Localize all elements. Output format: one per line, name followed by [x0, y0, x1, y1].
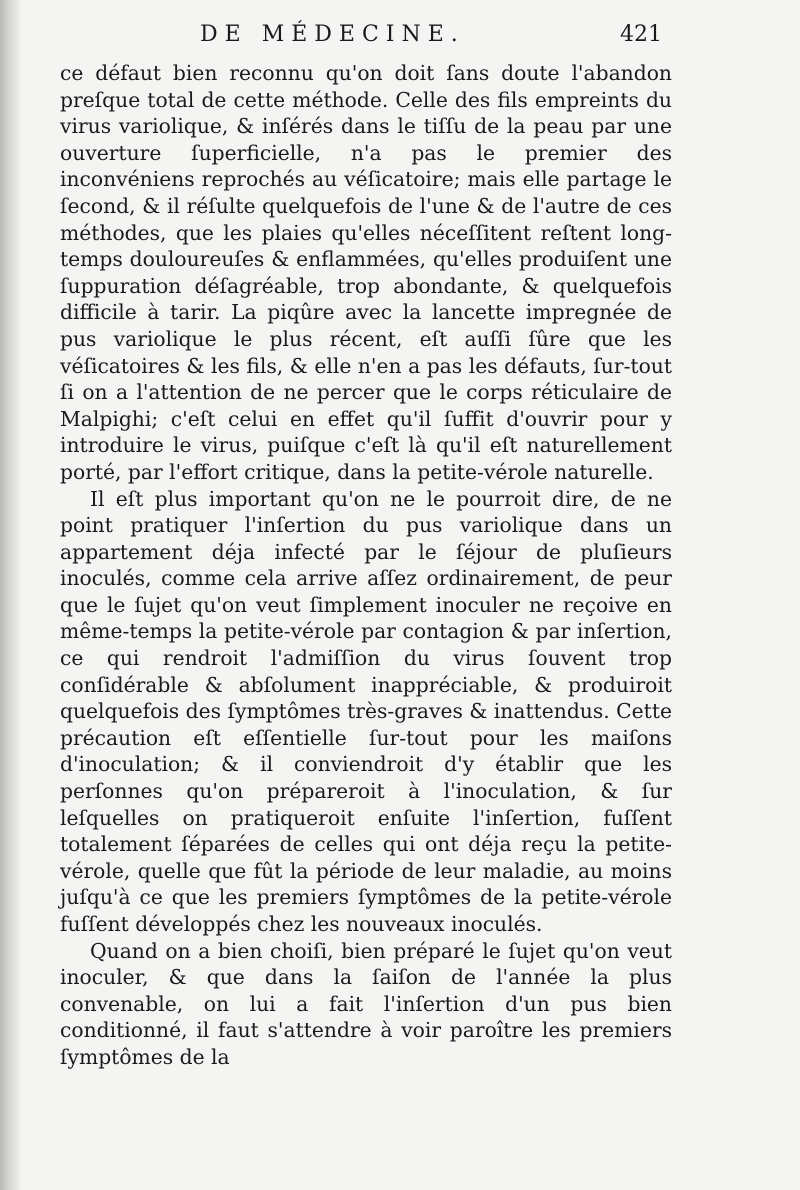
page-gutter-shadow — [0, 0, 22, 1190]
body-text — [60, 60, 672, 1071]
running-head: DE MÉDECINE. — [200, 22, 465, 47]
page-number: 421 — [620, 22, 662, 47]
paragraph-2: Il eſt plus important qu'on ne le pourroit dire, de ne point pratiquer l'inſertion du pus variolique dans un appartement déja infecté par le ſéjour de pluſieurs inoculés, comme cela arrive aſſez ordinairement, de peur que le ſujet qu'on veut ſimplement inoculer ne reçoive en même-temps la petite-vérole par contagion & par inſertion, ce qui rendroit l'admiſſion du virus ſouvent trop conſidérable & abſolument inappréciable, & produiroit quelquefois des ſymptômes très-graves & inattendus. Cette précaution eſt eſſentielle ſur-tout pour les maiſons d'inoculation; & il conviendroit d'y établir que les perſonnes qu'on prépareroit à l'inoculation, & ſur leſquelles on pratiqueroit enſuite l'inſertion, fuſſent totalement ſéparées de celles qui ont déja reçu la petite-vérole, quelle que fût la période de leur maladie, au moins juſqu'à ce que les premiers ſymptômes de la petite-vérole fuſſent développés chez les nouveaux inoculés. — [60, 486, 672, 936]
paragraph-3: Quand on a bien choiſi, bien préparé le ſujet qu'on veut inoculer, & que dans la ſaiſon de l'année la plus convenable, on lui a fait l'inſertion d'un pus bien conditionné, il faut s'attendre à voir paroître les premiers ſymptômes de la — [60, 938, 672, 1069]
paragraph-1: ce défaut bien reconnu qu'on doit ſans doute l'abandon preſque total de cette méthode. Celle des fils empreints du virus variolique, & inſérés dans le tiſſu de la peau par une ouverture ſuperficielle, n'a pas le premier des inconvéniens reprochés au véſicatoire; mais elle partage le ſecond, & il réſulte quelquefois de l'une & de l'autre de ces méthodes, que les plaies qu'elles néceſſitent reſtent long-temps douloureuſes & enflammées, qu'elles produiſent une ſuppuration déſagréable, trop abondante, & quelquefois difficile à tarir. La piqûre avec la lancette impregnée de pus variolique le plus récent, eſt auſſi ſûre que les véſicatoires & les fils, & elle n'en a pas les défauts, ſur-tout ſi on a l'attention de ne percer que le corps réticulaire de Malpighi; c'eſt celui en effet qu'il ſuffit d'ouvrir pour y introduire le virus, puiſque c'eſt là qu'il eſt naturellement porté, par l'effort critique, dans la petite-vérole naturelle. — [60, 61, 672, 484]
page-header — [60, 22, 660, 58]
